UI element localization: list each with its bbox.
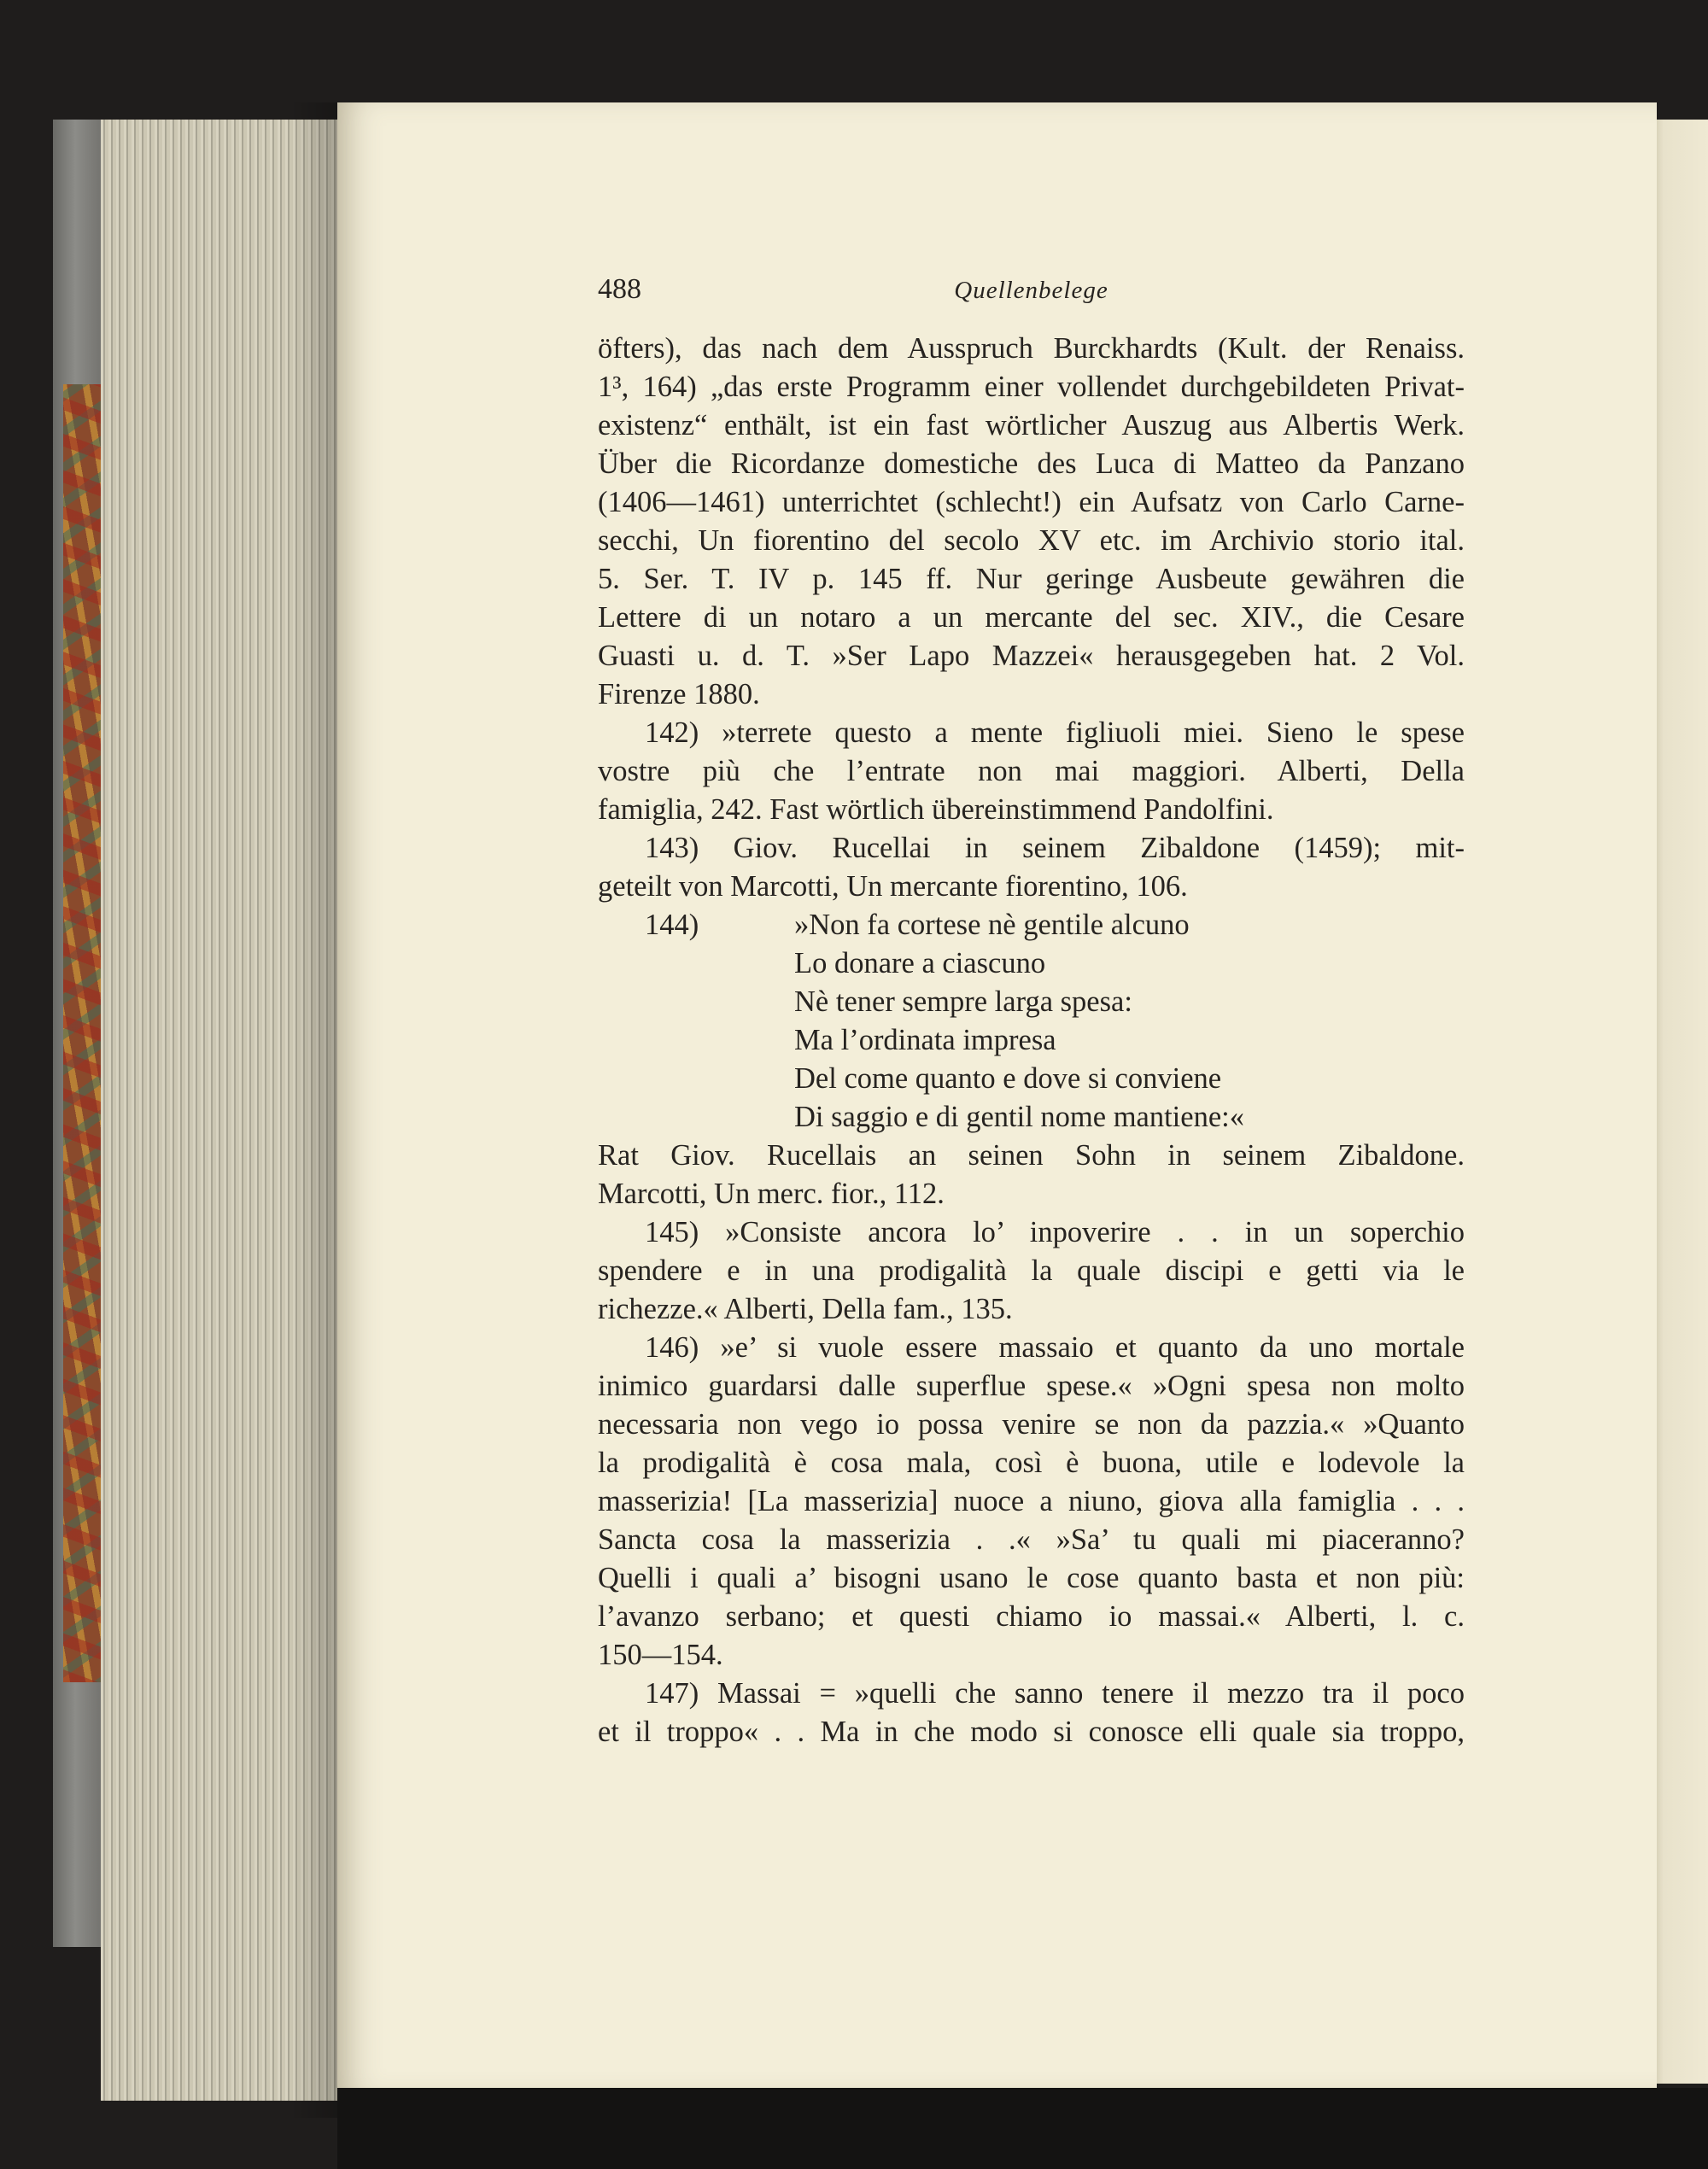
poem-line: Lo donare a ciascuno xyxy=(794,947,1046,979)
text-line: spendere e in una prodigalità la quale discipi e getti via le xyxy=(598,1254,1465,1287)
text-line: (1406—1461) unterrichtet (schlecht!) ein Aufsatz von Carlo Carne- xyxy=(598,486,1465,518)
text-line: masserizia! [La masserizia] nuoce a niuno, giova alla famiglia . . . xyxy=(598,1485,1465,1517)
poem-line: Ma l’ordinata impresa xyxy=(794,1024,1056,1056)
text-line: Marcotti, Un merc. fior., 112. xyxy=(598,1178,945,1210)
text-line: Rat Giov. Rucellais an seinen Sohn in seinem Zibaldone. xyxy=(598,1139,1465,1172)
page-header: Quellenbelege xyxy=(954,277,1108,304)
text-line: 1³, 164) „das erste Programm einer vollendet durchgebildeten Privat- xyxy=(598,371,1465,403)
text-line: Firenze 1880. xyxy=(598,678,760,710)
running-head xyxy=(598,273,1465,330)
note-142: 142) »terrete questo a mente figliuoli miei. Sieno le spese xyxy=(645,716,1465,749)
text-line: Über die Ricordanze domestiche des Luca di Matteo da Panzano xyxy=(598,447,1465,480)
text-line: 5. Ser. T. IV p. 145 ff. Nur geringe Ausbeute gewähren die xyxy=(598,563,1465,595)
text-line: öfters), das nach dem Ausspruch Burckhardts (Kult. der Renaiss. xyxy=(598,332,1465,365)
text-line: Lettere di un notaro a un mercante del sec. XIV., die Cesare xyxy=(598,601,1465,634)
poem-line: »Non fa cortese nè gentile alcuno xyxy=(794,909,1190,941)
text-line: famiglia, 242. Fast wörtlich übereinstimmend Pandolfini. xyxy=(598,793,1274,826)
text-line: Sancta cosa la masserizia . .« »Sa’ tu quali mi piaceranno? xyxy=(598,1523,1465,1556)
text-line: existenz“ enthält, ist ein fast wörtlicher Auszug aus Albertis Werk. xyxy=(598,409,1465,441)
text-line: geteilt von Marcotti, Un mercante fiorentino, 106. xyxy=(598,870,1188,903)
poem-line: Di saggio e di gentil nome mantiene:« xyxy=(794,1101,1244,1133)
poem-line: Del come quanto e dove si conviene xyxy=(794,1062,1222,1095)
text-line: vostre più che l’entrate non mai maggiori. Alberti, Della xyxy=(598,755,1465,787)
note-144-label: 144) xyxy=(645,909,699,941)
page-text xyxy=(598,273,1465,1751)
text-line: 150—154. xyxy=(598,1639,723,1671)
text-line: et il troppo« . . Ma in che modo si conosce elli quale sia troppo, xyxy=(598,1716,1465,1748)
table-shadow xyxy=(337,2088,1708,2169)
poem-line: Nè tener sempre larga spesa: xyxy=(794,985,1132,1018)
text-line: necessaria non vego io possa venire se non da pazzia.« »Quanto xyxy=(598,1408,1465,1441)
note-143: 143) Giov. Rucellai in seinem Zibaldone (1459); mit- xyxy=(645,832,1465,864)
text-line: Guasti u. d. T. »Ser Lapo Mazzei« herausgegeben hat. 2 Vol. xyxy=(598,640,1465,672)
text-line: secchi, Un fiorentino del secolo XV etc. im Archivio storio ital. xyxy=(598,524,1465,557)
text-line: la prodigalità è cosa mala, così è buona, utile e lodevole la xyxy=(598,1447,1465,1479)
text-line: richezze.« Alberti, Della fam., 135. xyxy=(598,1293,1013,1325)
page-number: 488 xyxy=(598,273,641,305)
text-line: l’avanzo serbano; et questi chiamo io massai.« Alberti, l. c. xyxy=(598,1600,1465,1633)
text-line: Quelli i quali a’ bisogni usano le cose quanto basta et non più: xyxy=(598,1562,1465,1594)
note-147: 147) Massai = »quelli che sanno tenere il mezzo tra il poco xyxy=(645,1677,1465,1710)
note-146: 146) »e’ si vuole essere massaio et quanto da uno mortale xyxy=(645,1331,1465,1364)
note-145: 145) »Consiste ancora lo’ inpoverire . . in un soperchio xyxy=(645,1216,1465,1248)
note-144-first xyxy=(598,906,1465,944)
text-line: inimico guardarsi dalle superflue spese.« »Ogni spesa non molto xyxy=(598,1370,1465,1402)
gutter-shadow xyxy=(290,102,342,2118)
